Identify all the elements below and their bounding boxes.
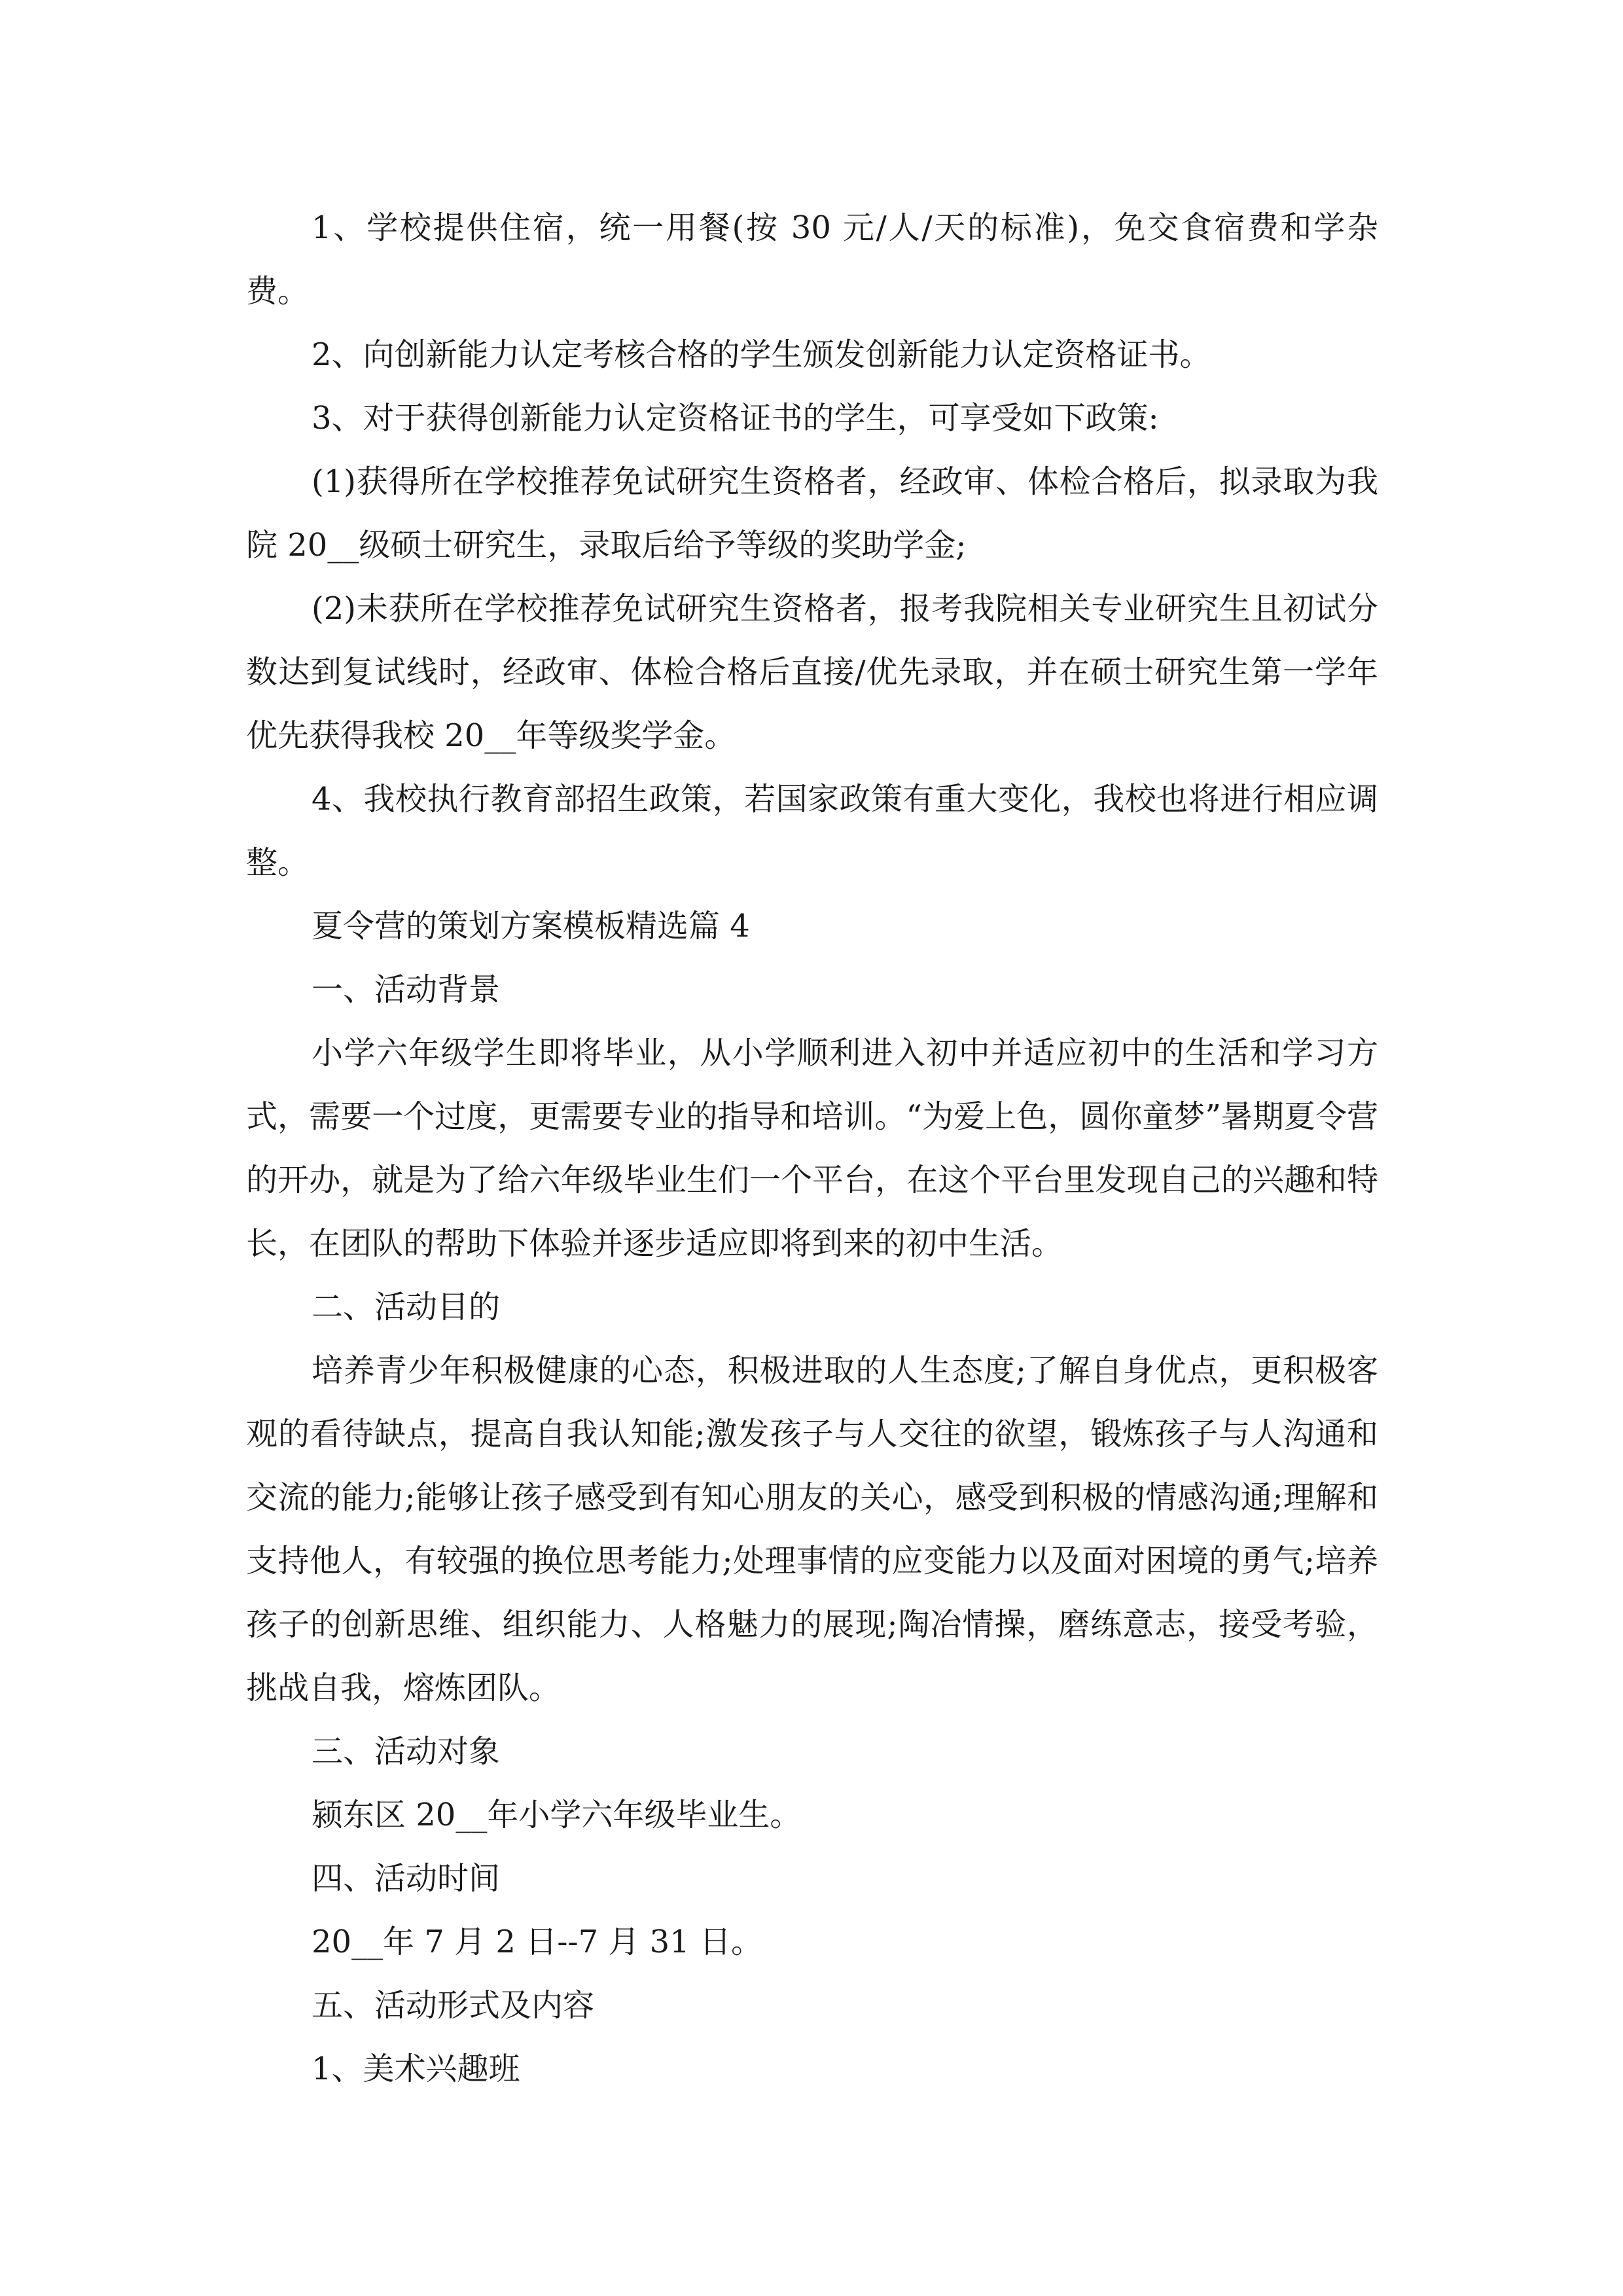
paragraph: 20__年 7 月 2 日--7 月 31 日。 — [312, 1924, 763, 1960]
document-body — [246, 196, 1378, 2101]
section-heading: 五、活动形式及内容 — [312, 1987, 595, 2024]
paragraph: 1、学校提供住宿，统一用餐(按 30 元/人/天的标准)，免交食宿费和学杂费。 — [246, 209, 1378, 310]
paragraph: 2、向创新能力认定考核合格的学生颁发创新能力认定资格证书。 — [312, 336, 1211, 373]
section-title: 夏令营的策划方案模板精选篇 4 — [312, 908, 750, 944]
paragraph: 小学六年级学生即将毕业，从小学顺利进入初中并适应初中的生活和学习方式，需要一个过度，更需要专业的指导和培训。“为爱上色，圆你童梦”暑期夏令营的开办，就是为了给六年级毕业生们一个平台，在这个平台里发现自己的兴趣和特长，在团队的帮助下体验并逐步适应即将到来的初中生活。 — [246, 1035, 1378, 1262]
paragraph: 颍东区 20__年小学六年级毕业生。 — [312, 1797, 802, 1833]
paragraph: (1)获得所在学校推荐免试研究生资格者，经政审、体检合格后，拟录取为我院 20__级硕士研究生，录取后给予等级的奖助学金; — [246, 463, 1378, 564]
paragraph: (2)未获所在学校推荐免试研究生资格者，报考我院相关专业研究生且初试分数达到复试线时，经政审、体检合格后直接/优先录取，并在硕士研究生第一学年优先获得我校 20__年等级奖学金。 — [246, 590, 1378, 754]
section-heading: 一、活动背景 — [312, 971, 501, 1008]
paragraph: 4、我校执行教育部招生政策，若国家政策有重大变化，我校也将进行相应调整。 — [246, 781, 1378, 881]
paragraph: 培养青少年积极健康的心态，积极进取的人生态度;了解自身优点，更积极客观的看待缺点，提高自我认知能;激发孩子与人交往的欲望，锻炼孩子与人沟通和交流的能力;能够让孩子感受到有知心朋友的关心，感受到积极的情感沟通;理解和支持他人，有较强的换位思考能力;处理事情的应变能力以及面对困境的勇气;培养孩子的创新思维、组织能力、人格魅力的展现;陶冶情操，磨练意志，接受考验，挑战自我，熔炼团队。 — [246, 1352, 1378, 1706]
paragraph: 3、对于获得创新能力认定资格证书的学生，可享受如下政策: — [312, 400, 1159, 437]
section-heading: 四、活动时间 — [312, 1860, 501, 1897]
section-heading: 三、活动对象 — [312, 1733, 501, 1770]
section-heading: 二、活动目的 — [312, 1289, 501, 1325]
list-item: 1、美术兴趣班 — [312, 2051, 520, 2087]
